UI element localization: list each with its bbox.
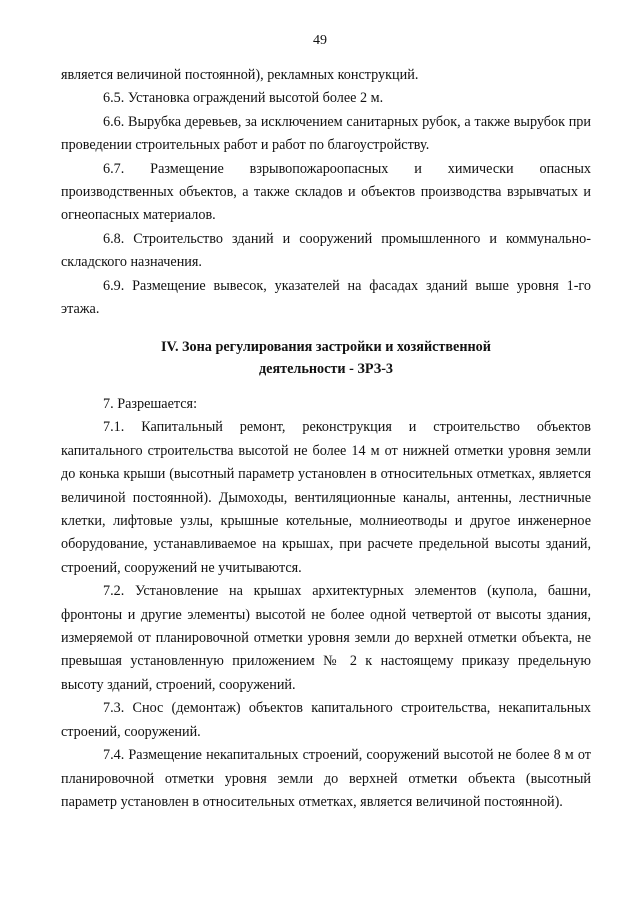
section-7 [61,393,591,814]
paragraph-6-7: 6.7. Размещение взрывопожароопасных и химически опасных производственных объектов, а также складов и объектов производства взрывчатых и огнеопасных материалов. [61,160,591,224]
paragraph-7: 7. Разрешается: [103,396,198,412]
paragraph-continuation: является величиной постоянной), рекламных конструкций. [61,67,419,83]
section-6-continuation [61,64,591,321]
page-number: 49 [313,33,327,48]
paragraph-6-5: 6.5. Установка ограждений высотой более 2 м. [103,90,384,107]
paragraph-7-4: 7.4. Размещение некапитальных строений, сооружений высотой не более 8 м от планировочной отметки уровня земли до верхней отметки объекта (высотный параметр установлен в относительных отметках, является величиной постоянной). [61,747,591,810]
paragraph-6-9: 6.9. Размещение вывесок, указателей на фасадах зданий выше уровня 1-го этажа. [61,277,591,318]
paragraph-7-2: 7.2. Установление на крышах архитектурных элементов (купола, башни, фронтоны и другие элементы) высотой не более одной четвертой от высоты здания, измеряемой от планировочной отметки уровня земли до верхней отметки объекта, не превышая установленную приложением № 2 к настоящему приказу предельную высоту зданий, строений, сооружений. [61,583,591,693]
heading-line-1: IV. Зона регулирования застройки и хозяйственной [161,339,491,355]
section-heading [61,336,591,380]
paragraph-6-6: 6.6. Вырубка деревьев, за исключением санитарных рубок, а также вырубок при проведении строительных работ и работ по благоустройству. [61,113,591,154]
paragraph-7-3: 7.3. Снос (демонтаж) объектов капитального строительства, некапитальных строений, сооружений. [61,700,591,740]
paragraph-7-1: 7.1. Капитальный ремонт, реконструкция и строительство объектов капитального строительства высотой не более 14 м от нижней отметки уровня земли до конька крыши (высотный параметр установлен в относительных отметках, является величиной постоянной). Дымоходы, вентиляционные каналы, антенны, лестничные клетки, лифтовые узлы, крышные котельные, молниеотводы и другое инженерное оборудование, устанавливаемое на крышах, при расчете предельной высоты зданий, строений, сооружений не учитываются. [61,419,591,576]
heading-line-2: деятельности - ЗРЗ-3 [258,361,394,377]
paragraph-6-8: 6.8. Строительство зданий и сооружений промышленного и коммунально-складского назначения. [61,230,591,271]
